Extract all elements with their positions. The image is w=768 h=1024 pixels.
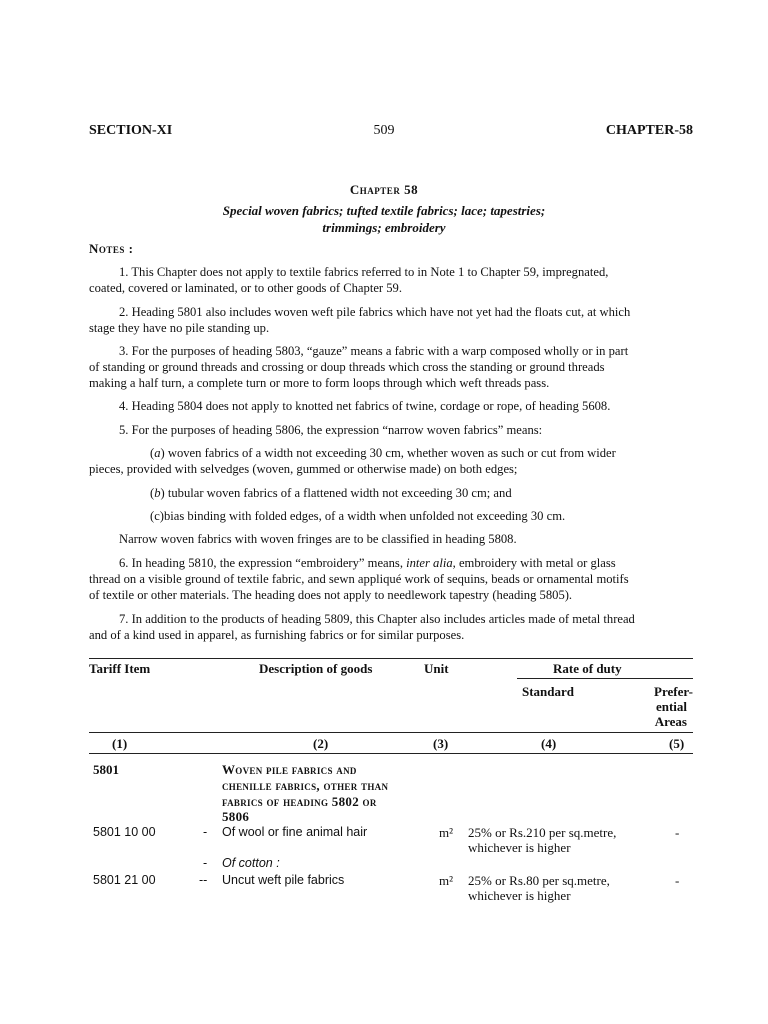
note-6-line-3: of textile or other materials. The heading does not apply to needlework tapestry (heading 5805). <box>89 588 573 602</box>
note-1-line-2: coated, covered or laminated, or to other goods of Chapter 59. <box>89 281 402 295</box>
row-2-dash: - <box>203 856 208 870</box>
note-2-line-1: 2. Heading 5801 also includes woven weft pile fabrics which have not yet had the floats cut, at which <box>119 305 631 319</box>
row-1-code: 5801 10 00 <box>93 825 156 839</box>
heading-desc-line-1: Woven pile fabrics and <box>222 762 357 777</box>
note-5a-line-1: (a) woven fabrics of a width not exceeding 30 cm, whether woven as such or cut from wider <box>150 446 616 460</box>
note-5: 5. For the purposes of heading 5806, the expression “narrow woven fabrics” means: <box>119 423 543 437</box>
row-1-unit: m² <box>439 825 454 840</box>
note-6-line-1 <box>89 555 693 571</box>
chapter-subtitle-line2: trimmings; embroidery <box>322 220 446 235</box>
note-3-line-3: making a half turn, a complete turn or more to form loops through which weft threads pass. <box>89 376 550 390</box>
chapter-label: CHAPTER-58 <box>605 123 693 138</box>
row-1-preferential: - <box>675 825 680 840</box>
row-3-dash: -- <box>199 873 208 887</box>
row-3-code: 5801 21 00 <box>93 873 156 887</box>
chapter-subtitle-line1: Special woven fabrics; tufted textile fabrics; lace; tapestries; <box>222 203 546 218</box>
note-7-line-2: and of a kind used in apparel, as furnishing fabrics or for similar purposes. <box>89 628 465 642</box>
note-5b-text: tubular woven fabrics of a flattened width not exceeding 30 cm; and <box>164 486 512 500</box>
notes-heading: Notes : <box>89 241 134 256</box>
page-number: 509 <box>373 123 395 138</box>
chapter-title: Chapter 58 <box>349 182 419 197</box>
row-1-standard-line-1: 25% or Rs.210 per sq.metre, <box>468 825 617 840</box>
col-number-3: (3) <box>433 736 449 751</box>
col-header-standard: Standard <box>522 684 575 699</box>
row-3-standard-line-2: whichever is higher <box>468 888 571 903</box>
col-number-5: (5) <box>669 736 685 751</box>
section-label: SECTION-XI <box>89 123 173 138</box>
col-number-2: (2) <box>313 736 329 751</box>
col-header-rate-of-duty: Rate of duty <box>553 661 622 676</box>
heading-code: 5801 <box>93 762 119 777</box>
note-3-line-1: 3. For the purposes of heading 5803, “gauze” means a fabric with a warp composed wholly or in part <box>119 344 629 358</box>
row-3-preferential: - <box>675 873 680 888</box>
note-6-text-a: 6. In heading 5810, the expression “embroidery” means, <box>119 556 407 570</box>
row-1-standard-line-2: whichever is higher <box>468 840 571 855</box>
note-1-line-1: 1. This Chapter does not apply to textile fabrics referred to in Note 1 to Chapter 59, impregnated, <box>119 265 609 279</box>
row-1-dash: - <box>203 825 208 839</box>
heading-desc-line-2: chenille fabrics, other than <box>222 778 389 793</box>
note-5a-line-2: pieces, provided with selvedges (woven, gummed or otherwise made) on both edges; <box>89 462 518 476</box>
rate-of-duty-rule <box>517 678 693 679</box>
col-number-1: (1) <box>112 736 128 751</box>
note-6-line-2: thread on a visible ground of textile fabric, and sewn appliqué work of sequins, beads or ornamental motifs <box>89 572 629 586</box>
row-3-description: Uncut weft pile fabrics <box>222 873 345 887</box>
note-5b: (b) tubular woven fabrics of a flattened width not exceeding 30 cm; and <box>150 486 512 500</box>
col-header-description: Description of goods <box>259 661 373 676</box>
note-5-tail: Narrow woven fabrics with woven fringes are to be classified in heading 5808. <box>119 532 517 546</box>
col-number-rule <box>89 753 693 754</box>
col-header-tariff-item: Tariff Item <box>89 661 151 676</box>
col-header-unit: Unit <box>424 661 449 676</box>
heading-desc-line-3: fabrics of heading 5802 or <box>222 794 377 809</box>
note-5b-letter: b <box>154 486 161 500</box>
col-header-pref-l2: ential <box>655 699 687 714</box>
table-top-rule <box>89 658 693 659</box>
col-header-pref-l3: Areas <box>654 714 687 729</box>
col-header-pref-l1: Prefer- <box>654 684 693 699</box>
note-6-italic: inter alia, <box>406 556 456 570</box>
row-2-description: Of cotton : <box>222 856 280 870</box>
header-bottom-rule <box>89 732 693 733</box>
row-3-standard-line-1: 25% or Rs.80 per sq.metre, <box>468 873 610 888</box>
col-number-4: (4) <box>541 736 557 751</box>
note-5a-text: woven fabrics of a width not exceeding 30 cm, whether woven as such or cut from wider <box>164 446 616 460</box>
heading-desc-line-4: 5806 <box>222 809 250 824</box>
note-2-line-2: stage they have no pile standing up. <box>89 321 270 335</box>
row-3-unit: m² <box>439 873 454 888</box>
note-5c: (c)bias binding with folded edges, of a width when unfolded not exceeding 30 cm. <box>150 509 566 523</box>
note-3-line-2: of standing or ground threads and crossing or doup threads which cross the standing or ground threads <box>89 360 605 374</box>
note-5a-letter: a <box>154 446 161 460</box>
note-7-line-1: 7. In addition to the products of heading 5809, this Chapter also includes articles made of metal thread <box>119 612 635 626</box>
row-1-description: Of wool or fine animal hair <box>222 825 368 839</box>
note-4: 4. Heading 5804 does not apply to knotted net fabrics of twine, cordage or rope, of heading 5608. <box>119 399 611 413</box>
note-6-text-b: embroidery with metal or glass <box>455 556 616 570</box>
